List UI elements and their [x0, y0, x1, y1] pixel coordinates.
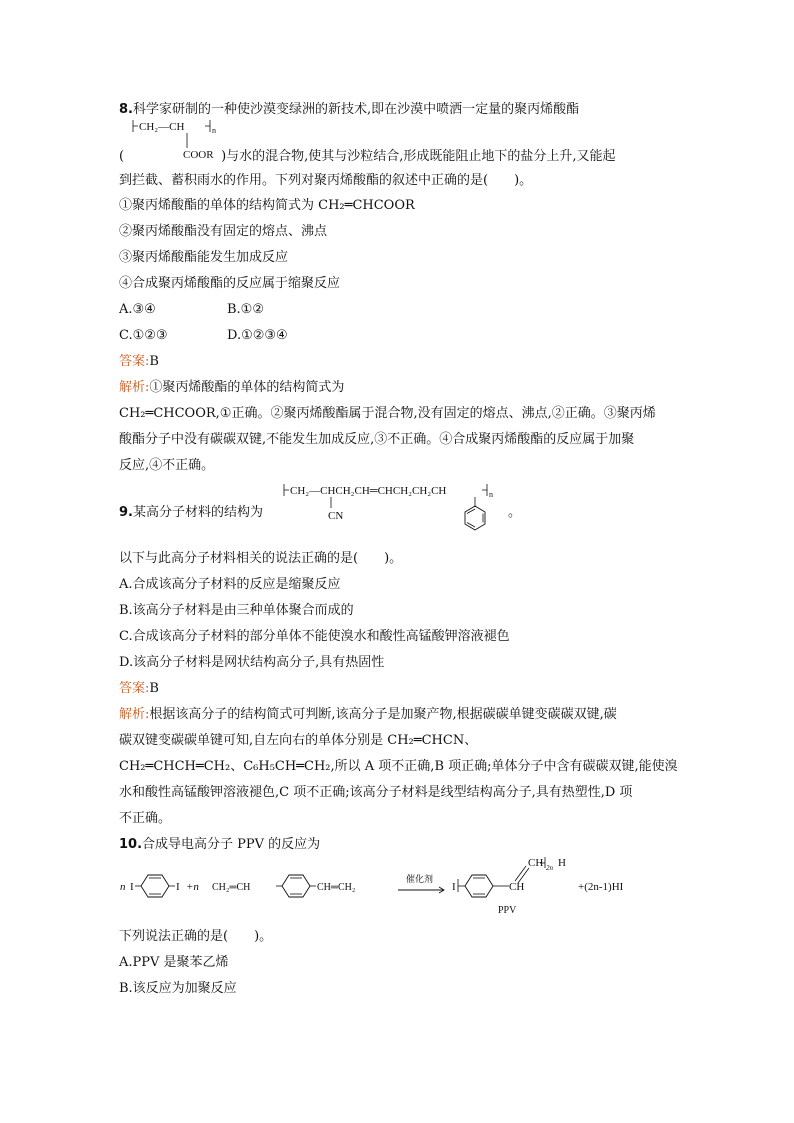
q8-statement-4: ④合成聚丙烯酸酯的反应属于缩聚反应 — [119, 276, 341, 291]
q8-statement-2: ②聚丙烯酸酯没有固定的熔点、沸点 — [119, 224, 328, 239]
q9-option-d: D.该高分子材料是网状结构高分子,具有热固性 — [119, 655, 385, 670]
q9-analysis-2: 碳双键变碳碳单键可知,自左向右的单体分别是 CH₂═CHCN、 — [119, 733, 478, 748]
q8-formula-branch: COOR — [183, 149, 214, 161]
eq-reagent2-right: CH═CH₂ — [317, 882, 356, 893]
q9-analysis-5: 不正确。 — [119, 811, 172, 826]
q8-line1 — [119, 102, 579, 118]
eq-iodine-1: I — [130, 881, 134, 893]
q8-analysis-3: 酸酯分子中没有碳碳双键,不能发生加成反应,③不正确。④合成聚丙烯酸酯的反应属于加聚 — [119, 432, 635, 447]
q9-analysis-4: 水和酸性高锰酸钾溶液褪色,C 项不正确;该高分子材料是线型结构高分子,具有热塑性,D 项 — [119, 785, 633, 800]
q8-stem: 科学家研制的一种使沙漠变绿洲的新技术,即在沙漠中喷洒一定量的聚丙烯酸酯 — [132, 102, 580, 117]
q8-options-row1 — [119, 302, 264, 318]
eq-n1: n — [120, 881, 126, 893]
q9-analysis-1: 解析:根据该高分子的结构简式可判断,该高分子是加聚产物,根据碳碳单键变碳碳双键,碳 — [119, 707, 617, 722]
q8-statement-3: ③聚丙烯酸酯能发生加成反应 — [119, 250, 289, 265]
eq-iodine-3: I — [452, 881, 456, 893]
eq-plus-n: +n — [186, 881, 199, 893]
q8-formula-chain: CH₂—CH — [139, 121, 185, 133]
q10-number: 10. — [119, 837, 143, 852]
q9-formula-chain: CH₂—CHCH₂CH═CHCH₂CH₂CH — [290, 485, 447, 497]
q8-option-b: B.①② — [227, 302, 264, 317]
q10-stem: 10.合成导电高分子 PPV 的反应为 — [119, 837, 321, 852]
eq-iodine-2: I — [176, 881, 180, 893]
q10-option-a: A.PPV 是聚苯乙烯 — [119, 955, 229, 970]
q8-option-c: C.①②③ — [119, 328, 168, 343]
q9-formula-sub: n — [489, 490, 493, 499]
benzene-ring-icon — [465, 506, 485, 530]
q8-analysis-1: 解析:①聚丙烯酸酯的单体的结构简式为 — [119, 380, 345, 395]
q9-option-c: C.合成该高分子材料的部分单体不能使溴水和酸性高锰酸钾溶液褪色 — [119, 629, 510, 644]
q9-formula — [282, 482, 512, 540]
q8-formula-sub: n — [212, 126, 216, 135]
q8-line3: 到拦截、蓄积雨水的作用。下列对聚丙烯酸酯的叙述中正确的是( )。 — [119, 173, 533, 188]
q9-number: 9. — [119, 505, 133, 520]
q10-reaction-equation — [118, 856, 648, 918]
eq-reagent2-left: CH₂═CH — [212, 882, 251, 893]
eq-product-ch: CH — [509, 881, 525, 893]
q8-option-a: A.③④ — [119, 302, 156, 317]
q10-option-b: B.该反应为加聚反应 — [119, 981, 237, 996]
benzene-ring-icon — [141, 875, 169, 897]
q8-statement-1: ①聚丙烯酸酯的单体的结构简式为 CH₂═CHCOOR — [119, 198, 415, 213]
q9-option-a: A.合成该高分子材料的反应是缩聚反应 — [119, 577, 341, 592]
eq-byproduct: +(2n-1)HI — [578, 881, 624, 893]
benzene-ring-icon — [282, 875, 310, 897]
benzene-ring-icon — [465, 875, 493, 897]
q8-options-row2 — [119, 328, 288, 344]
eq-catalyst: 催化剂 — [406, 874, 434, 884]
q8-number: 8. — [119, 102, 133, 117]
q8-answer: 答案:B — [119, 354, 159, 369]
q8-line2: ( )与水的混合物,使其与沙粒结合,形成既能阻止地下的盐分上升,又能起 — [119, 149, 616, 164]
q9-formula-branch: CN — [328, 510, 344, 522]
eq-product-top: CH — [528, 857, 544, 869]
q8-option-d: D.①②③④ — [227, 328, 288, 343]
q8-analysis-4: 反应,④不正确。 — [119, 458, 215, 473]
eq-product-h: H — [558, 857, 566, 869]
eq-product-label: PPV — [498, 905, 517, 916]
q10-line2: 下列说法正确的是( )。 — [119, 929, 273, 944]
q9-stem: 9.某高分子材料的结构为 — [119, 505, 263, 520]
q9-line2: 以下与此高分子材料相关的说法正确的是( )。 — [119, 551, 403, 566]
q9-answer: 答案:B — [119, 681, 159, 696]
q9-option-b: B.该高分子材料是由三种单体聚合而成的 — [119, 603, 354, 618]
q9-stem-end: 。 — [508, 505, 522, 520]
q8-analysis-2: CH₂═CHCOOR,①正确。②聚丙烯酸酯属于混合物,没有固定的熔点、沸点,②正确。③聚丙烯 — [119, 406, 656, 421]
eq-product-sub: 2n — [546, 864, 553, 872]
q9-analysis-3: CH₂═CHCH═CH₂、C₆H₅CH═CH₂,所以 A 项不正确,B 项正确;单体分子中含有碳碳双键,能使溴 — [119, 759, 678, 774]
